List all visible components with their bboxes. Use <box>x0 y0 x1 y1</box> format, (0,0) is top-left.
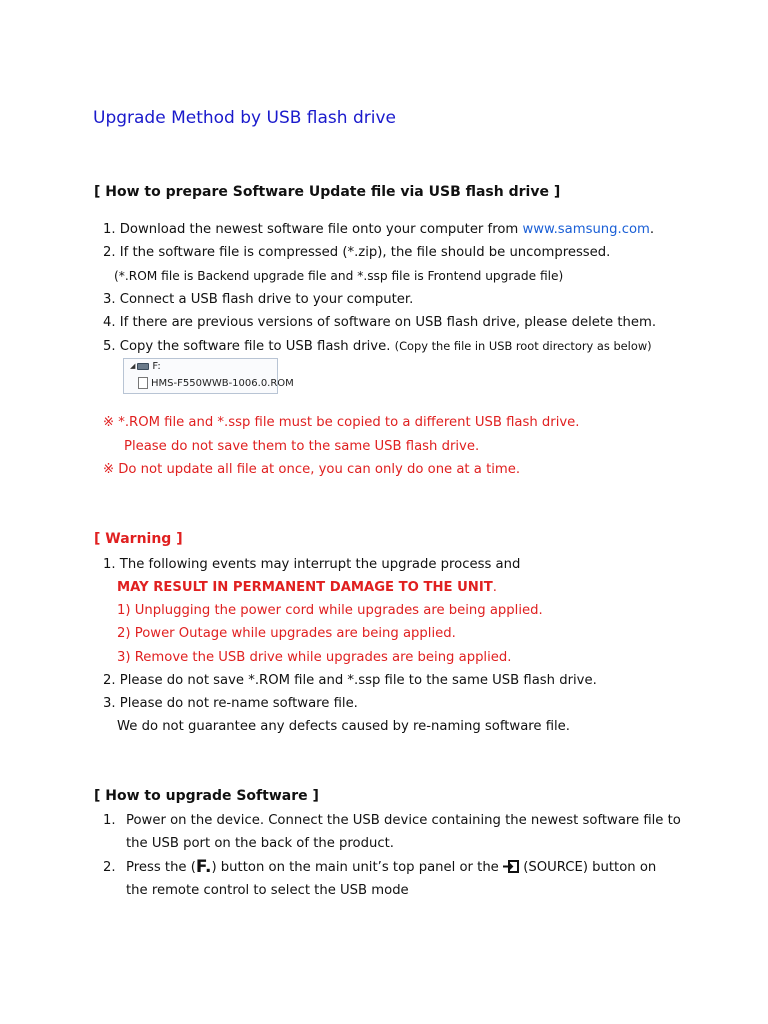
usb-file-listing <box>123 358 294 394</box>
file-name: HMS-F550WWB-1006.0.ROM <box>151 378 294 389</box>
upgrade-step-1-number: 1. <box>103 813 116 828</box>
warning-item-3: 3. Please do not re-name software file. <box>103 696 358 711</box>
warning-sub-2: 2) Power Outage while upgrades are being applied. <box>117 626 456 641</box>
upgrade-heading: [ How to upgrade Software ] <box>94 788 319 804</box>
prepare-step-2-note: (*.ROM file is Backend upgrade file and *.ssp file is Frontend upgrade file) <box>114 269 564 283</box>
drive-row <box>130 361 161 372</box>
samsung-link[interactable]: www.samsung.com <box>522 222 650 237</box>
prepare-heading: [ How to prepare Software Update file via USB flash drive ] <box>94 184 561 200</box>
warning-emphasis-text: MAY RESULT IN PERMANENT DAMAGE TO THE UNIT <box>117 580 493 595</box>
warning-heading: [ Warning ] <box>94 531 183 547</box>
prepare-step-1 <box>103 221 654 239</box>
warning-item-1: 1. The following events may interrupt the upgrade process and <box>103 557 521 572</box>
warning-item-3-note: We do not guarantee any defects caused by re-naming software file. <box>117 719 570 734</box>
file-icon <box>138 377 148 389</box>
function-button-icon: F. <box>195 857 212 877</box>
upgrade-step-2-line-2: the remote control to select the USB mode <box>126 883 409 898</box>
warning-emphasis <box>117 579 497 597</box>
source-icon <box>503 860 519 873</box>
warning-sub-3: 3) Remove the USB drive while upgrades are being applied. <box>117 650 512 665</box>
upgrade-step-2-post: (SOURCE) button on <box>523 860 657 875</box>
prepare-note-1-continued: Please do not save them to the same USB flash drive. <box>124 439 480 454</box>
prepare-note-2: ※ Do not update all file at once, you can only do one at a time. <box>103 462 521 477</box>
prepare-step-4: 4. If there are previous versions of software on USB flash drive, please delete them. <box>103 315 657 330</box>
upgrade-step-2-mid: ) button on the main unit’s top panel or the <box>211 860 499 875</box>
drive-label: F: <box>152 361 161 372</box>
warning-item-2: 2. Please do not save *.ROM file and *.ssp file to the same USB flash drive. <box>103 673 597 688</box>
prepare-step-5 <box>103 337 652 356</box>
upgrade-step-2-line-1 <box>126 859 656 877</box>
upgrade-step-2-number: 2. <box>103 860 116 875</box>
warning-emphasis-end: . <box>492 580 497 595</box>
prepare-note-1: ※ *.ROM file and *.ssp file must be copied to a different USB flash drive. <box>103 415 580 430</box>
prepare-step-2: 2. If the software file is compressed (*.zip), the file should be uncompressed. <box>103 245 611 260</box>
prepare-step-5-note: (Copy the file in USB root directory as below) <box>394 339 652 353</box>
file-row <box>138 377 294 389</box>
prepare-step-1-text: 1. Download the newest software file onto your computer from <box>103 222 523 237</box>
upgrade-step-1-line-2: the USB port on the back of the product. <box>126 836 394 851</box>
prepare-step-1-suffix: . <box>649 222 655 237</box>
document-title: Upgrade Method by USB flash drive <box>93 108 396 128</box>
drive-icon <box>137 363 149 370</box>
warning-sub-1: 1) Unplugging the power cord while upgrades are being applied. <box>117 603 543 618</box>
expand-arrow-icon: ◢ <box>130 362 136 370</box>
prepare-step-3: 3. Connect a USB flash drive to your computer. <box>103 292 414 307</box>
prepare-step-5-text: 5. Copy the software file to USB flash drive. <box>103 339 391 354</box>
upgrade-step-1-line-1: Power on the device. Connect the USB device containing the newest software file to <box>126 813 681 828</box>
upgrade-step-2-pre: Press the ( <box>126 860 196 875</box>
